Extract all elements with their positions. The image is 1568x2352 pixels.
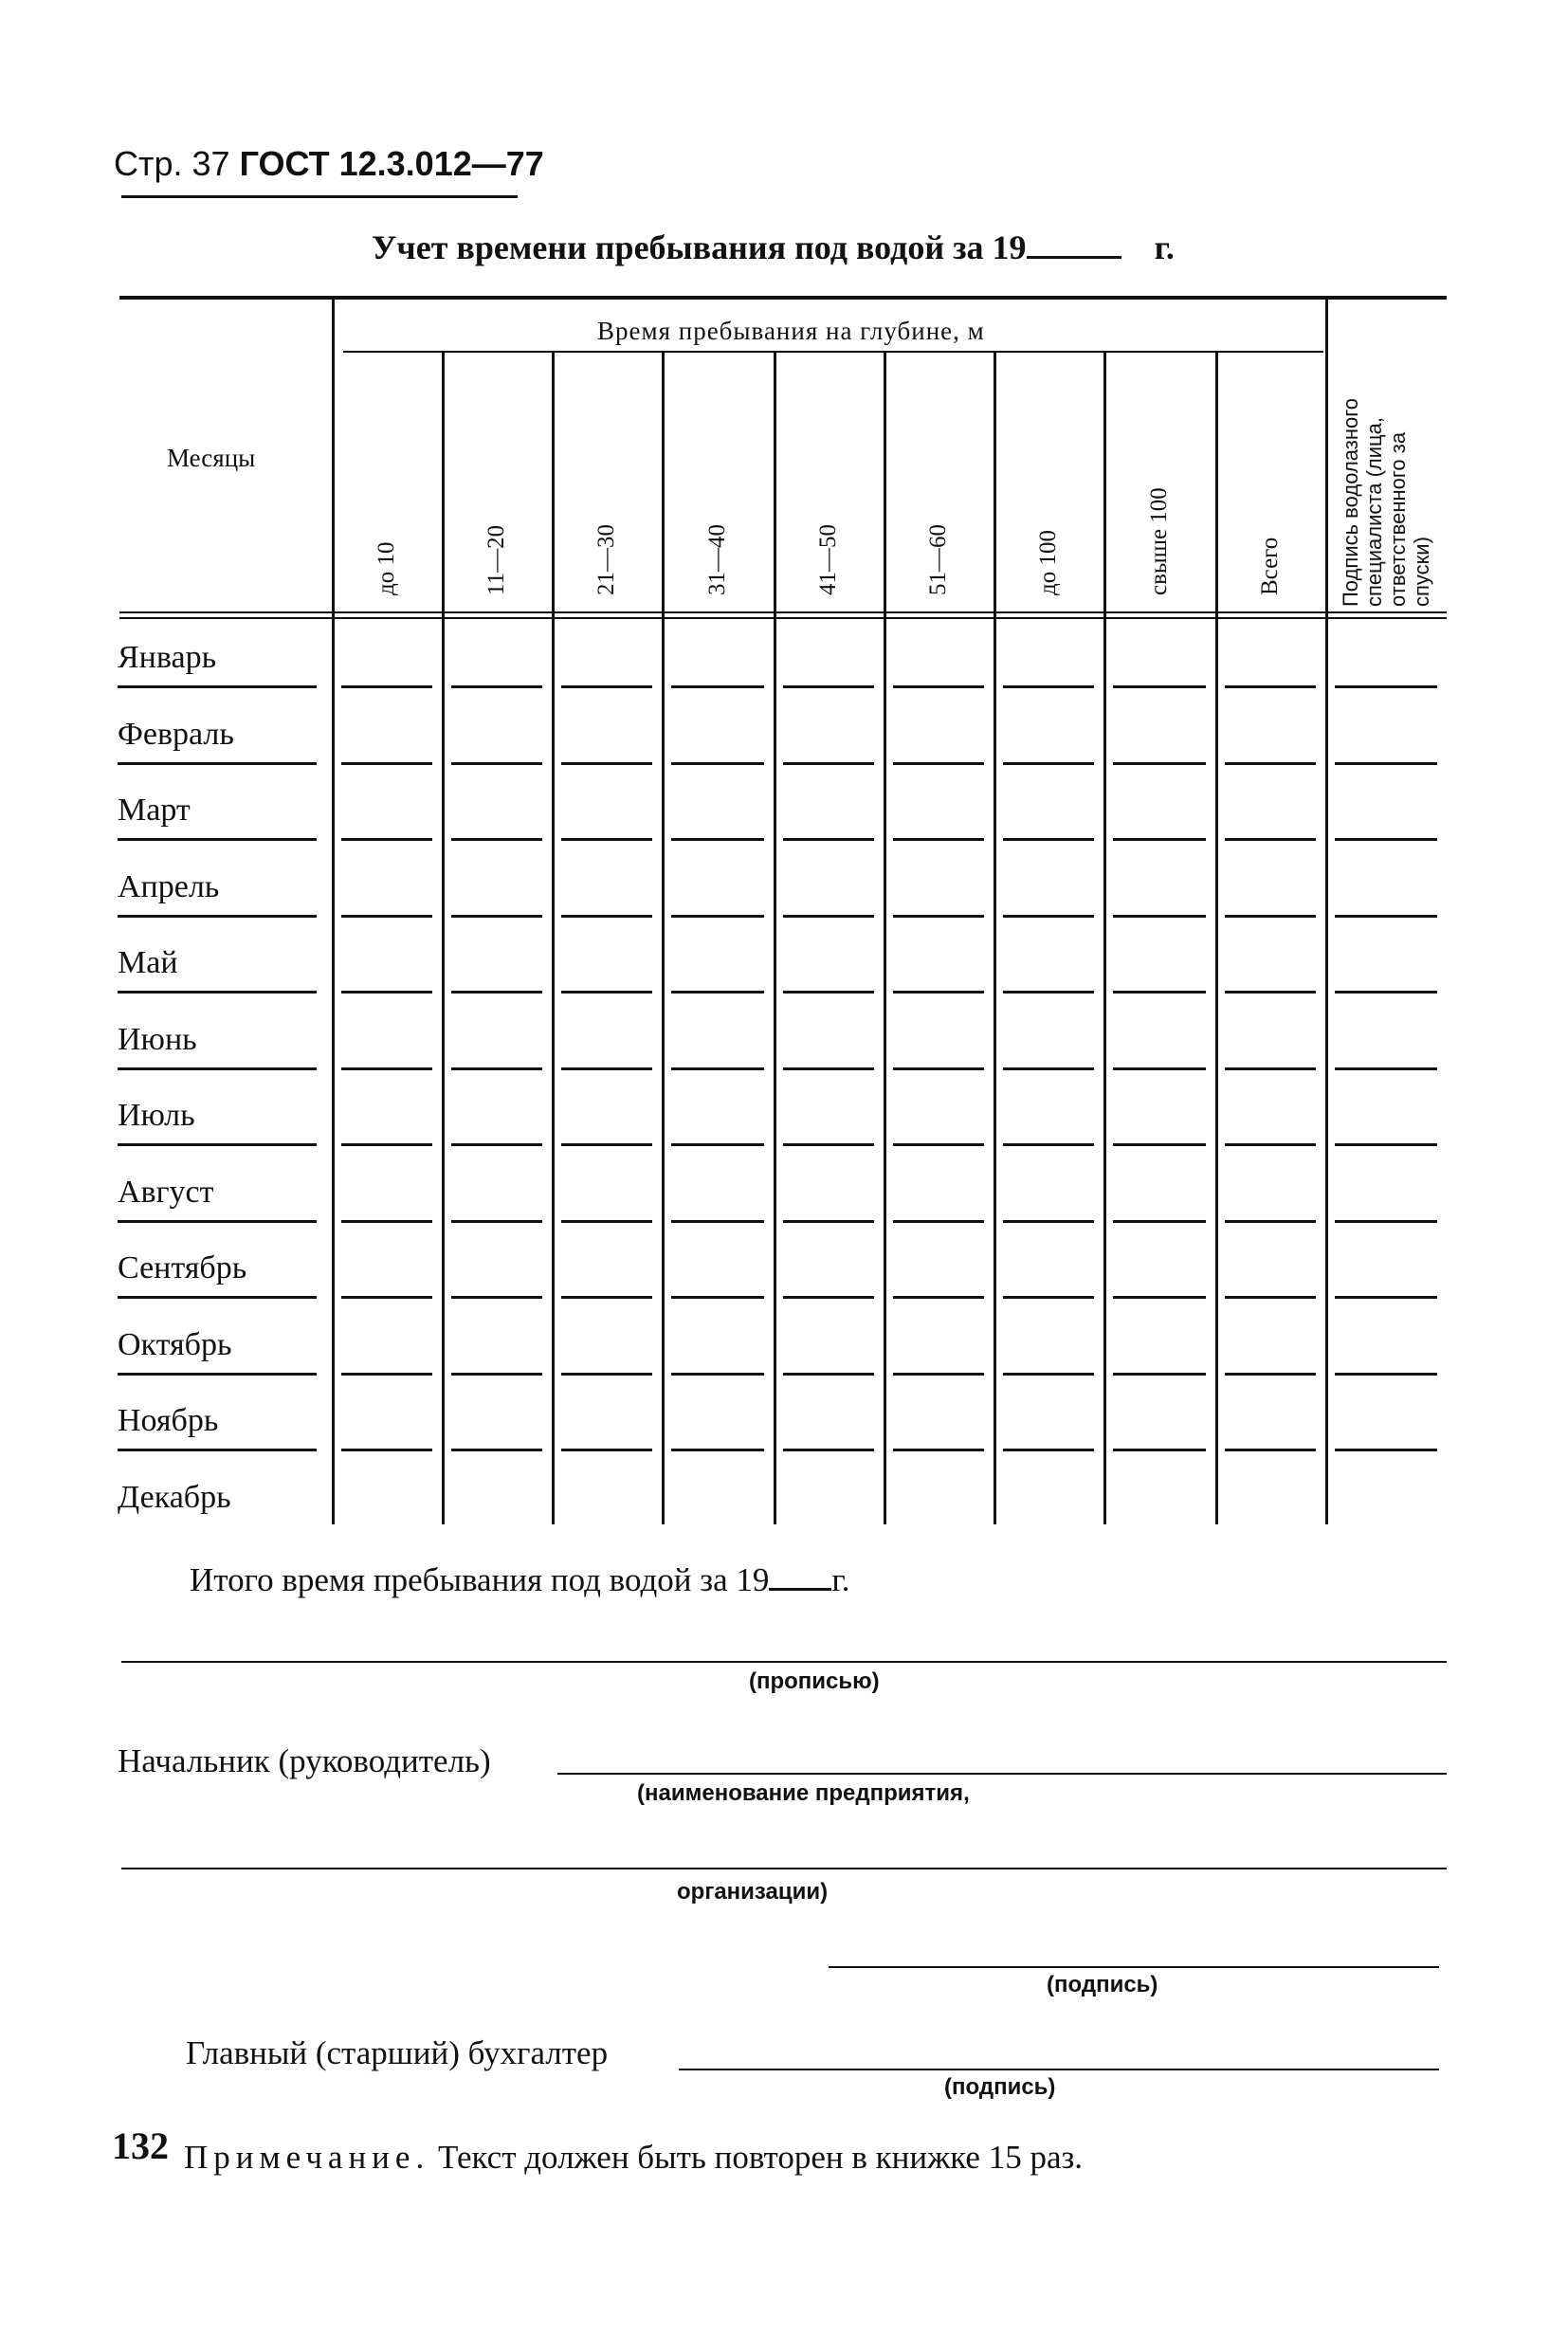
signature-divider-line [1325,300,1328,1524]
form-title-suffix: г. [1154,228,1175,266]
column-divider-line [662,353,665,1524]
table-cell-line[interactable] [561,1220,652,1223]
month-label: Декабрь [118,1479,231,1515]
depth-column-label: 41—50 [815,524,841,595]
table-cell-line[interactable] [893,991,984,994]
column-divider-line [1103,353,1106,1524]
table-cell-line[interactable] [1113,838,1206,841]
table-cell-line[interactable] [451,1067,542,1070]
table-cell-line[interactable] [451,838,542,841]
group-header-rule [343,351,1323,353]
table-cell-line[interactable] [671,991,764,994]
table-cell-line[interactable] [893,1143,984,1146]
table-cell-line[interactable] [1003,1220,1094,1223]
signature-caption-2: (подпись) [944,2074,1056,2100]
table-cell-line[interactable] [1003,915,1094,918]
table-cell-line[interactable] [341,1449,432,1451]
org-name-line[interactable] [557,1773,1447,1775]
page-ref: Стр. 37 [114,144,230,183]
table-cell-line[interactable] [341,1296,432,1299]
table-cell-line[interactable] [1003,1143,1094,1146]
table-cell-line[interactable] [783,1373,874,1376]
table-cell-line[interactable] [671,1373,764,1376]
column-divider-line [552,353,555,1524]
page-header [114,144,544,184]
header-rule [121,195,518,198]
table-cell-line[interactable] [561,915,652,918]
table-cell-line[interactable] [671,915,764,918]
signature-cell-line[interactable] [1335,685,1437,688]
signature-cell-line[interactable] [1335,1296,1437,1299]
table-cell-line[interactable] [1113,1296,1206,1299]
signature-caption-1: (подпись) [1047,1972,1158,1997]
table-cell-line[interactable] [1113,1449,1206,1451]
month-label: Ноябрь [118,1403,219,1438]
table-cell-line[interactable] [671,1449,764,1451]
month-label: Май [118,945,178,980]
table-cell-line[interactable] [451,1373,542,1376]
month-underline [118,1143,317,1146]
table-cell-line[interactable] [1003,685,1094,688]
table-cell-line[interactable] [341,1067,432,1070]
month-label: Октябрь [118,1326,232,1362]
table-cell-line[interactable] [893,762,984,765]
signature-cell-line[interactable] [1335,991,1437,994]
table-cell-line[interactable] [341,1143,432,1146]
table-cell-line[interactable] [1113,915,1206,918]
table-cell-line[interactable] [451,1220,542,1223]
table-cell-line[interactable] [1113,1220,1206,1223]
table-cell-line[interactable] [1225,991,1316,994]
month-underline [118,838,317,841]
signature-cell-line[interactable] [1335,915,1437,918]
column-divider-line [1215,353,1218,1524]
org-caption-1: (наименование предприятия, [637,1780,970,1806]
table-cell-line[interactable] [671,1067,764,1070]
month-label: Январь [118,640,217,675]
signature-cell-line[interactable] [1335,838,1437,841]
signature-header-line: спуски) [1410,537,1433,607]
head-label: Начальник (руководитель) [118,1742,491,1779]
note [184,2139,1083,2177]
standard-number: ГОСТ 12.3.012—77 [239,144,544,183]
signature-header-line: Подпись водолазного [1339,397,1362,607]
total-text: Итого время пребывания под водой за 19 [190,1561,770,1598]
month-underline [118,1296,317,1299]
note-lead: Примечание. [184,2139,430,2176]
note-text: Текст должен быть повторен в книжке 15 раз. [437,2139,1084,2176]
table-cell-line[interactable] [893,1449,984,1451]
form-title-text: Учет времени пребывания под водой за 19 [372,228,1027,266]
table-cell-line[interactable] [671,1143,764,1146]
table-cell-line[interactable] [783,685,874,688]
table-cell-line[interactable] [1225,1449,1316,1451]
table-cell-line[interactable] [341,1220,432,1223]
table-cell-line[interactable] [1225,1373,1316,1376]
table-cell-line[interactable] [451,762,542,765]
table-cell-line[interactable] [783,1067,874,1070]
table-cell-line[interactable] [561,1449,652,1451]
table-cell-line[interactable] [1225,838,1316,841]
signature-cell-line[interactable] [1335,1143,1437,1146]
table-cell-line[interactable] [341,991,432,994]
table-cell-line[interactable] [451,1449,542,1451]
months-header: Месяцы [167,444,256,472]
month-label: Август [118,1174,214,1210]
signature-cell-line[interactable] [1335,1067,1437,1070]
table-cell-line[interactable] [671,685,764,688]
table-cell-line[interactable] [1225,915,1316,918]
table-cell-line[interactable] [1113,762,1206,765]
month-label: Июль [118,1098,195,1133]
signature-cell-line[interactable] [1335,762,1437,765]
month-label: Февраль [118,716,234,752]
accountant-label: Главный (старший) бухгалтер [186,2034,609,2071]
table-cell-line[interactable] [561,1143,652,1146]
month-underline [118,1449,317,1451]
in-words-caption: (прописью) [749,1668,880,1694]
table-cell-line[interactable] [341,762,432,765]
signature-cell-line[interactable] [1335,1449,1437,1451]
table-cell-line[interactable] [1003,1067,1094,1070]
signature-cell-line[interactable] [1335,1373,1437,1376]
depth-group-header: Время пребывания на глубине, м [597,317,985,345]
table-header-rule-2 [119,617,1447,619]
total-line [190,1559,850,1599]
table-cell-line[interactable] [1113,991,1206,994]
year-blank[interactable] [1027,228,1121,259]
total-year-blank[interactable] [769,1559,831,1591]
table-cell-line[interactable] [893,1220,984,1223]
in-words-line[interactable] [121,1661,1447,1663]
month-label: Апрель [118,868,220,904]
column-divider-line [994,353,996,1524]
table-header-rule-1 [119,611,1447,613]
column-divider-line [774,353,776,1524]
table-cell-line[interactable] [783,762,874,765]
form-title [372,228,1175,267]
table-cell-line[interactable] [893,685,984,688]
table-cell-line[interactable] [451,1296,542,1299]
table-cell-line[interactable] [341,685,432,688]
depth-column-label: 21—30 [593,524,619,595]
table-cell-line[interactable] [561,1067,652,1070]
table-cell-line[interactable] [341,915,432,918]
signature-header-line: специалиста (лица, [1362,417,1386,607]
table-cell-line[interactable] [893,838,984,841]
depth-column-label: до 10 [374,541,399,595]
month-underline [118,762,317,765]
table-cell-line[interactable] [561,762,652,765]
table-cell-line[interactable] [671,838,764,841]
table-cell-line[interactable] [561,991,652,994]
month-label: Март [118,793,191,828]
signature-header-line: ответственного за [1386,431,1410,607]
page-number: 132 [112,2124,169,2167]
table-cell-line[interactable] [561,685,652,688]
column-divider-line [442,353,445,1524]
table-cell-line[interactable] [1003,838,1094,841]
table-cell-line[interactable] [783,915,874,918]
depth-column-label: до 100 [1035,530,1061,595]
table-cell-line[interactable] [893,1373,984,1376]
month-underline [118,991,317,994]
table-cell-line[interactable] [561,1296,652,1299]
table-cell-line[interactable] [893,1067,984,1070]
depth-column-label: 11—20 [483,524,509,595]
depth-column-label: 31—40 [704,524,730,595]
table-cell-line[interactable] [1225,1143,1316,1146]
column-divider-line [884,353,886,1524]
table-cell-line[interactable] [1113,1373,1206,1376]
accountant-signature-line[interactable] [679,2069,1439,2070]
table-cell-line[interactable] [1003,1296,1094,1299]
month-underline [118,915,317,918]
month-underline [118,1373,317,1376]
table-cell-line[interactable] [893,915,984,918]
month-underline [118,685,317,688]
table-cell-line[interactable] [561,838,652,841]
table-cell-line[interactable] [671,1220,764,1223]
table-cell-line[interactable] [783,1220,874,1223]
table-cell-line[interactable] [341,1373,432,1376]
signature-cell-line[interactable] [1335,1220,1437,1223]
table-cell-line[interactable] [1225,1067,1316,1070]
table-cell-line[interactable] [1113,1067,1206,1070]
table-cell-line[interactable] [893,1296,984,1299]
org-caption-2: организации) [677,1879,829,1905]
month-underline [118,1067,317,1070]
depth-column-label: 51—60 [925,524,951,595]
table-cell-line[interactable] [783,1296,874,1299]
table-cell-line[interactable] [1225,762,1316,765]
month-label: Июнь [118,1021,197,1057]
head-signature-line[interactable] [829,1966,1439,1968]
table-cell-line[interactable] [561,1373,652,1376]
months-divider-line [332,300,335,1524]
table-cell-line[interactable] [783,1449,874,1451]
depth-column-label: Всего [1257,537,1283,595]
table-cell-line[interactable] [1003,1373,1094,1376]
total-suffix: г. [831,1561,850,1598]
table-cell-line[interactable] [671,1296,764,1299]
table-cell-line[interactable] [451,685,542,688]
table-cell-line[interactable] [1003,991,1094,994]
table-cell-line[interactable] [783,991,874,994]
table-cell-line[interactable] [1003,1449,1094,1451]
table-cell-line[interactable] [1225,1220,1316,1223]
table-cell-line[interactable] [1225,1296,1316,1299]
table-cell-line[interactable] [783,1143,874,1146]
depth-column-label: свыше 100 [1146,487,1172,595]
table-cell-line[interactable] [1113,1143,1206,1146]
table-cell-line[interactable] [1225,685,1316,688]
month-label: Сентябрь [118,1250,247,1285]
table-cell-line[interactable] [671,762,764,765]
org-name-line-2[interactable] [121,1868,1447,1869]
month-underline [118,1220,317,1223]
table-top-rule [119,296,1447,300]
table-cell-line[interactable] [341,838,432,841]
table-cell-line[interactable] [1113,685,1206,688]
table-cell-line[interactable] [1003,762,1094,765]
table-cell-line[interactable] [451,991,542,994]
table-cell-line[interactable] [451,1143,542,1146]
table-cell-line[interactable] [783,838,874,841]
table-cell-line[interactable] [451,915,542,918]
